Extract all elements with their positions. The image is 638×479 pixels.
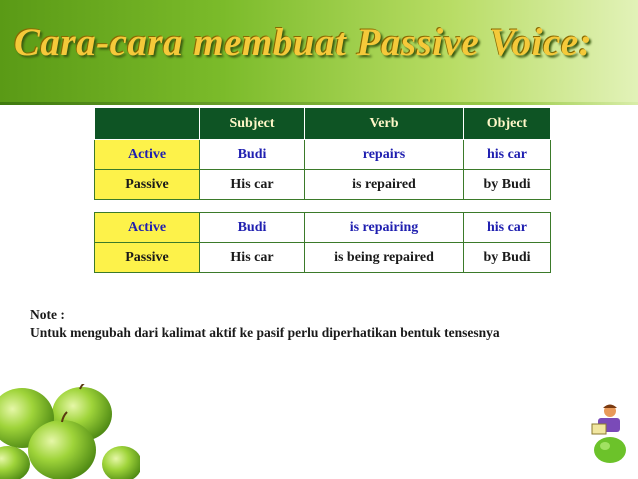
object-cell: by Budi <box>464 170 551 200</box>
header-cell-subject: Subject <box>200 108 305 140</box>
row-label: Passive <box>95 243 200 273</box>
row-label: Passive <box>95 170 200 200</box>
banner-divider <box>0 102 638 105</box>
object-cell: his car <box>464 213 551 243</box>
table-row-passive <box>95 170 551 200</box>
slide-title: Cara-cara membuat Passive Voice: <box>14 21 593 64</box>
row-label: Active <box>95 213 200 243</box>
table-row-active <box>95 140 551 170</box>
voice-table-2 <box>94 212 551 273</box>
verb-cell: is being repaired <box>305 243 464 273</box>
header-cell-object: Object <box>464 108 551 140</box>
row-label: Active <box>95 140 200 170</box>
subject-cell: His car <box>200 170 305 200</box>
reading-figure-mascot <box>588 402 628 468</box>
note-text: Untuk mengubah dari kalimat aktif ke pasif perlu diperhatikan bentuk tensesnya <box>30 325 500 340</box>
note-block <box>30 306 500 342</box>
subject-cell: Budi <box>200 140 305 170</box>
note-heading: Note : <box>30 307 65 322</box>
header-cell-blank <box>95 108 200 140</box>
voice-table-1 <box>94 107 551 200</box>
verb-cell: is repairing <box>305 213 464 243</box>
verb-cell: repairs <box>305 140 464 170</box>
verb-cell: is repaired <box>305 170 464 200</box>
table-header-row <box>95 108 551 140</box>
object-cell: his car <box>464 140 551 170</box>
header-cell-verb: Verb <box>305 108 464 140</box>
object-cell: by Budi <box>464 243 551 273</box>
subject-cell: His car <box>200 243 305 273</box>
green-apples-decoration <box>0 384 140 479</box>
table-row-passive <box>95 243 551 273</box>
table-row-active <box>95 213 551 243</box>
subject-cell: Budi <box>200 213 305 243</box>
